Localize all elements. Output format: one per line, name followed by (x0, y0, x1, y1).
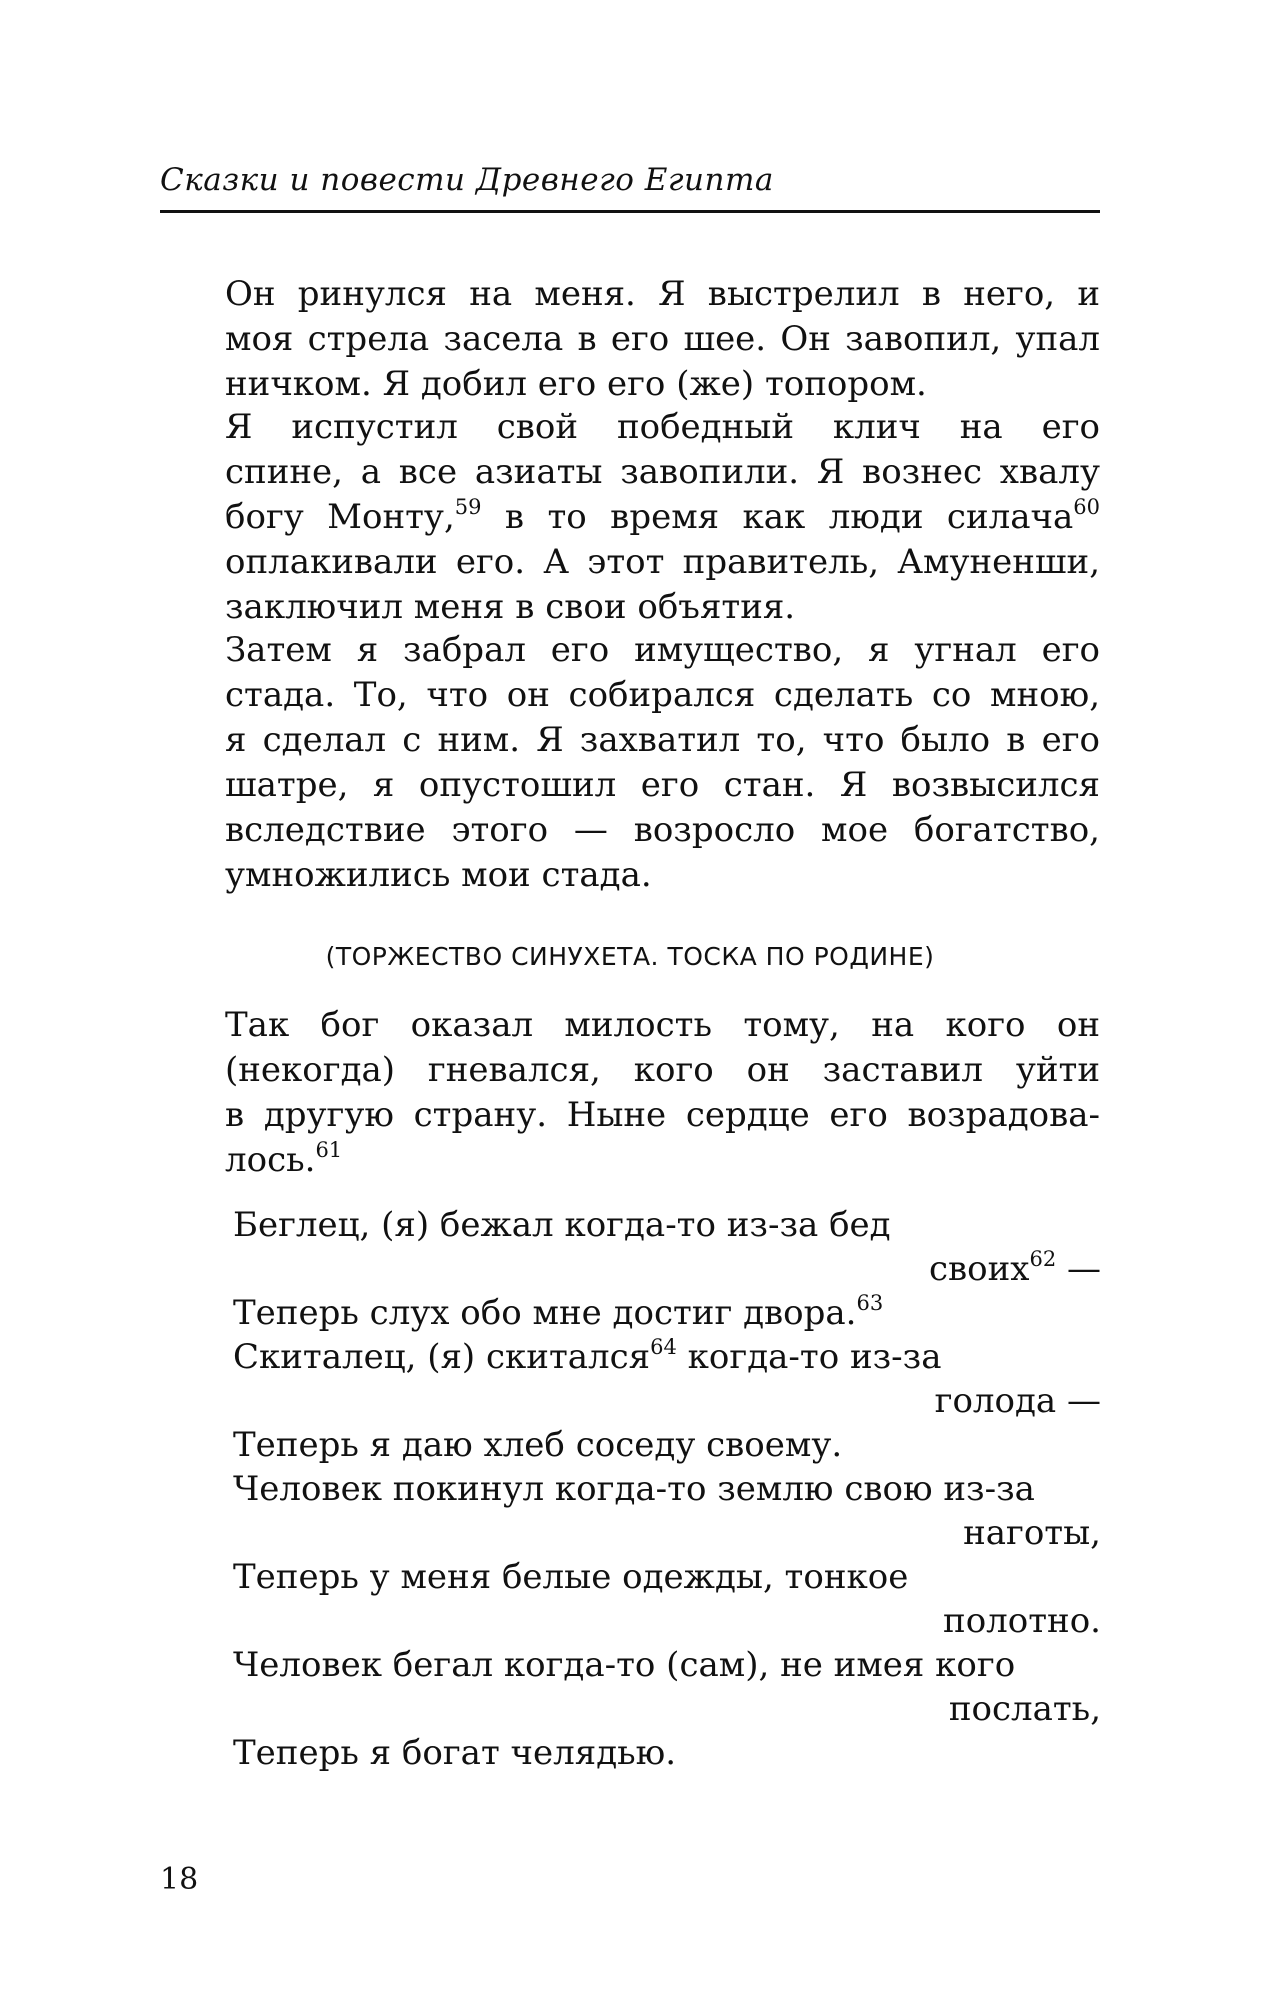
verse-line-continuation: полотно. (943, 1601, 1101, 1641)
verse-line: Человек покинул когда-то землю свою из-за (233, 1469, 1035, 1509)
verse-line: Скиталец, (я) скитался$^{64}$ когда-то из-за (233, 1335, 942, 1377)
text-line: оплакивали его. А этот правитель, Амуненши, (225, 542, 1100, 582)
verse-line-continuation: наготы, (963, 1513, 1101, 1553)
verse-line-continuation: своих$^{62}$ — (928, 1247, 1101, 1289)
verse-line: Теперь я богат челядью. (233, 1733, 677, 1773)
text-line: лось.$^{61}$ (225, 1138, 343, 1180)
footnote-ref-62: 62 (1029, 1247, 1057, 1271)
verse-line: Теперь я даю хлеб соседу своему. (233, 1425, 843, 1465)
paragraph-4 (160, 1003, 1100, 1183)
footnote-ref-61: 61 (315, 1138, 343, 1162)
text-line: спине, а все азиаты завопили. Я вознес хвалу (225, 452, 1100, 492)
footnote-ref-60: 60 (1073, 495, 1100, 519)
verse-line: Теперь слух обо мне достиг двора.$^{63}$ (233, 1291, 884, 1333)
text-line: моя стрела засела в его шее. Он завопил, упал (225, 319, 1100, 359)
footnote-ref-63: 63 (856, 1291, 884, 1315)
text-line: стада. То, что он собирался сделать со мною, (225, 675, 1100, 715)
verse-line-continuation: голода — (934, 1381, 1101, 1421)
running-title: Сказки и повести Древнего Египта (160, 162, 774, 198)
verse-block (233, 1203, 1101, 1775)
text-line: вследствие этого — возросло мое богатство, (225, 810, 1100, 850)
text-line: богу Монту,$^{59}$ в то время как люди силача$^{60}$ (225, 495, 1100, 537)
section-heading: (ТОРЖЕСТВО СИНУХЕТА. ТОСКА ПО РОДИНЕ) (325, 942, 935, 971)
text-line: ничком. Я добил его его (же) топором. (225, 364, 927, 404)
text-line: Я испустил свой победный клич на его (225, 407, 1100, 447)
running-header (160, 160, 1100, 200)
header-rule (160, 210, 1100, 213)
footnote-ref-59: 59 (454, 495, 482, 519)
paragraph-1 (160, 272, 1100, 407)
text-line: в другую страну. Ныне сердце его возрадова- (225, 1095, 1100, 1135)
verse-line: Теперь у меня белые одежды, тонкое (233, 1557, 909, 1597)
verse-line-continuation: послать, (948, 1689, 1101, 1729)
footnote-ref-64: 64 (650, 1335, 677, 1359)
text-line: шатре, я опустошил его стан. Я возвысился (225, 765, 1100, 805)
text-line: я сделал с ним. Я захватил то, что было в его (225, 720, 1100, 760)
paragraph-2 (160, 405, 1100, 630)
text-line: Затем я забрал его имущество, я угнал его (225, 630, 1100, 670)
text-line: (некогда) гневался, кого он заставил уйти (225, 1050, 1100, 1090)
paragraph-3 (160, 628, 1100, 898)
page-number: 18 (160, 1862, 199, 1897)
text-line: умножились мои стада. (225, 855, 652, 895)
text-line: Так бог оказал милость тому, на кого он (225, 1005, 1100, 1045)
verse-line: Человек бегал когда-то (сам), не имея кого (233, 1645, 1016, 1685)
verse-line: Беглец, (я) бежал когда-то из-за бед (233, 1205, 891, 1245)
text-line: заключил меня в свои объятия. (225, 587, 796, 627)
text-line: Он ринулся на меня. Я выстрелил в него, и (225, 274, 1100, 314)
